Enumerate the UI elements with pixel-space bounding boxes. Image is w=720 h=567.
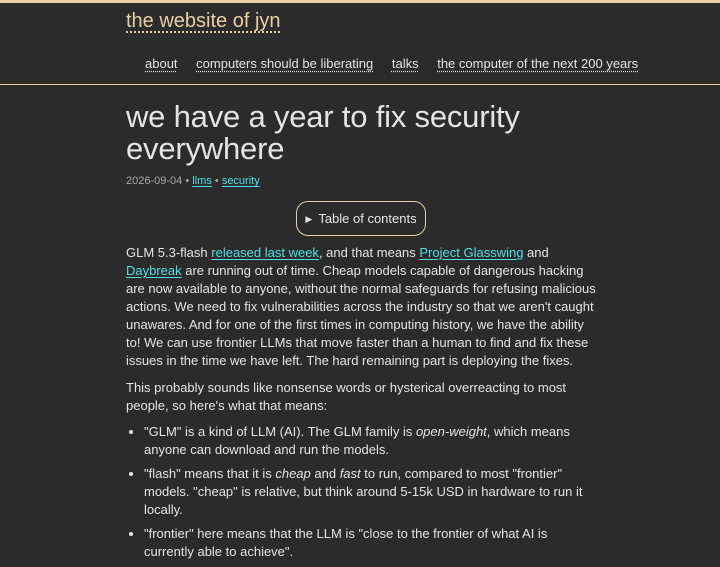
main-nav bbox=[145, 56, 653, 71]
post-meta: 2026-09-04 • llms • security bbox=[126, 175, 260, 187]
header-divider bbox=[0, 84, 720, 85]
disclosure-triangle-icon: ▶ bbox=[305, 214, 313, 224]
nav-link-about[interactable]: about bbox=[145, 56, 178, 71]
tag-link-security[interactable]: security bbox=[221, 175, 260, 187]
list-item-flash: • "flash" means that it is cheap and fast to run, compared to most "frontier" models. "cheap" is relative, but think around 5-15k USD in hardware to run it locally. bbox=[144, 465, 596, 519]
list-item-frontier: • "frontier" here means that the LLM is "close to the frontier of what AI is currently able to achieve". bbox=[144, 525, 596, 561]
link-daybreak[interactable]: Daybreak bbox=[126, 263, 182, 278]
toc-label: Table of contents bbox=[318, 211, 417, 226]
post-date: 2026-09-04 bbox=[126, 175, 183, 187]
link-released-last-week[interactable]: released last week bbox=[211, 245, 319, 260]
intro-paragraph: GLM 5.3-flash released last week, and that means Project Glasswing and Daybreak are running out of time. Cheap models capable of dangerous hacking are now available to anyone, without the normal safeguards for refusing malicious actions. We need to fix vulnerabilities across the industry so that we aren't caught unawares. And for one of the first times in computing history, we have the ability to! We can use frontier LLMs that move faster than a human to find and fix these issues in the time we have left. The hard remaining part is deploying the fixes. bbox=[126, 245, 596, 368]
table-of-contents-toggle[interactable] bbox=[296, 201, 425, 236]
nav-link-talks[interactable]: talks bbox=[391, 56, 419, 71]
explanation-paragraph: This probably sounds like nonsense words or hysterical overreacting to most people, so here's what that means: bbox=[126, 380, 567, 413]
nav-link-computer-next-200-years[interactable]: the computer of the next 200 years bbox=[437, 56, 639, 71]
nav-link-computers-liberating[interactable]: computers should be liberating bbox=[196, 56, 374, 71]
page-title: we have a year to fix security everywhere bbox=[126, 99, 520, 166]
list-item-glm: • "GLM" is a kind of LLM (AI). The GLM family is open-weight, which means anyone can download and run the models. bbox=[144, 423, 596, 459]
link-project-glasswing[interactable]: Project Glasswing bbox=[419, 245, 524, 260]
top-accent-bar bbox=[0, 0, 720, 3]
tag-link-llms[interactable]: llms bbox=[192, 175, 212, 187]
site-title-link[interactable]: the website of jyn bbox=[126, 10, 281, 32]
definition-list bbox=[126, 423, 596, 561]
article bbox=[126, 101, 596, 567]
